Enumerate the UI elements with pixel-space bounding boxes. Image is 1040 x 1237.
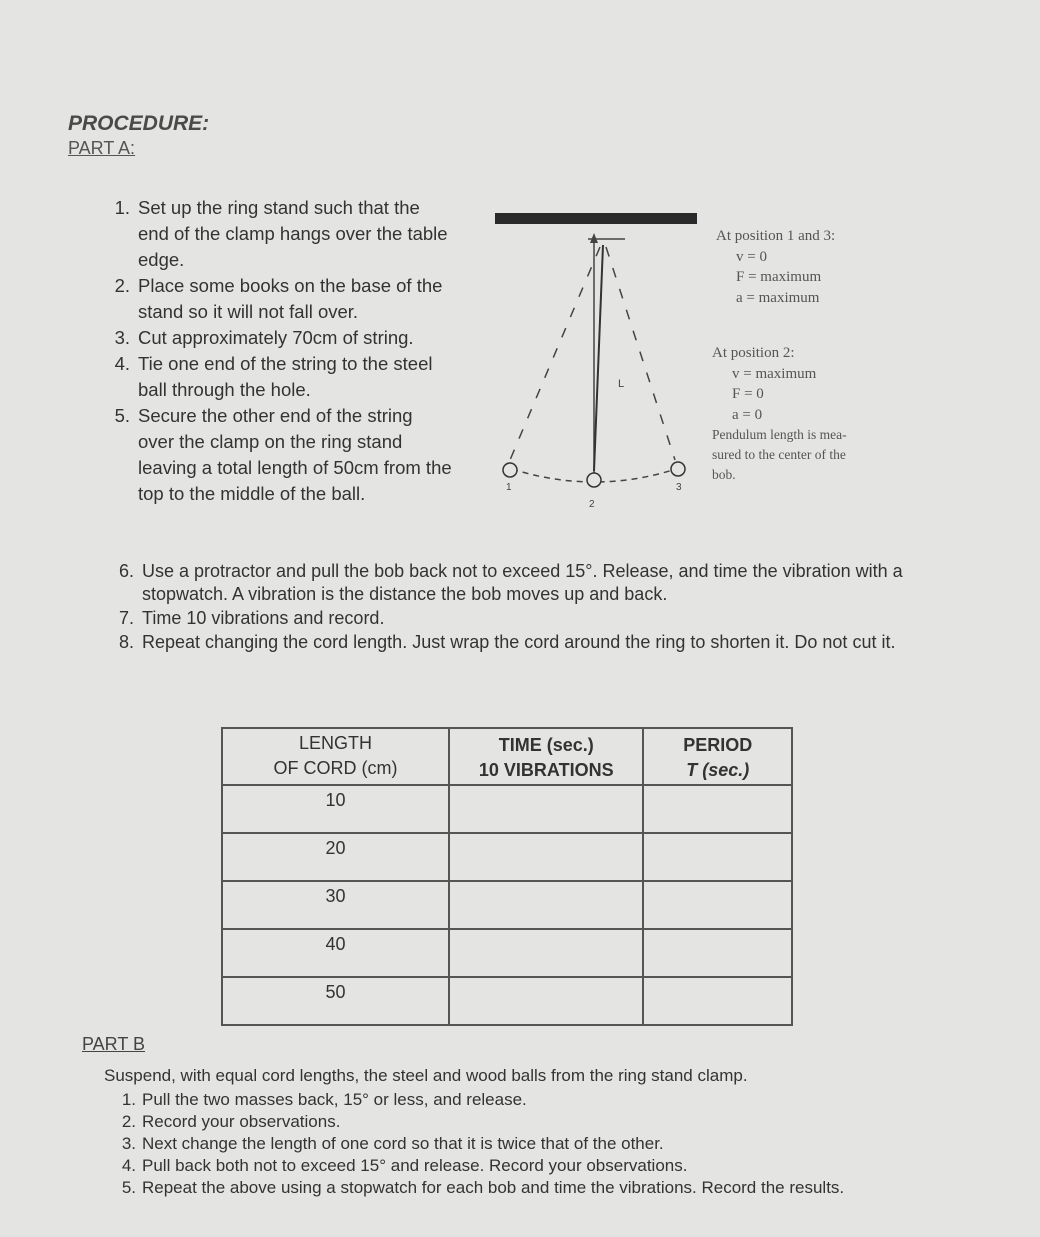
- header-period: PERIOD T (sec.): [643, 728, 792, 785]
- position-label-1: 1: [506, 482, 512, 493]
- table-header-row: [222, 728, 792, 785]
- list-item: 3. Cut approximately 70cm of string.: [114, 327, 414, 348]
- cell-length: 30: [222, 881, 449, 929]
- part-a-steps-bottom: [106, 560, 946, 655]
- cord-left: [510, 247, 600, 460]
- cell-length: 20: [222, 833, 449, 881]
- cord-center: [594, 245, 603, 471]
- header-time: TIME (sec.) 10 VIBRATIONS: [449, 728, 643, 785]
- cell-time[interactable]: [449, 977, 643, 1025]
- part-b-heading: PART B: [82, 1034, 146, 1054]
- list-item: 1. Pull the two masses back, 15° or less, and release.: [121, 1090, 527, 1109]
- bob-right: [671, 462, 685, 476]
- list-item: 3. Next change the length of one cord so that it is twice that of the other.: [121, 1134, 664, 1153]
- list-item: 2. Record your observations.: [121, 1112, 341, 1131]
- table-row: [222, 977, 792, 1025]
- length-arrow-head: [590, 233, 598, 243]
- cell-time[interactable]: [449, 785, 643, 833]
- table-row: [222, 929, 792, 977]
- cell-period[interactable]: [643, 929, 792, 977]
- list-item: 6. Use a protractor and pull the bob back not to exceed 15°. Release, and time the vibration with a stopwatch. A vibration is the distance the bob moves up and back.: [118, 561, 903, 604]
- list-item: 1. Set up the ring stand such that the end of the clamp hangs over the table edge.: [114, 197, 448, 270]
- cell-period[interactable]: [643, 881, 792, 929]
- bob-left: [503, 463, 517, 477]
- cell-length: 50: [222, 977, 449, 1025]
- pendulum-diagram: [490, 205, 705, 515]
- cell-length: 40: [222, 929, 449, 977]
- list-item: 8. Repeat changing the cord length. Just wrap the cord around the ring to shorten it. Do not cut it.: [118, 632, 896, 652]
- cell-time[interactable]: [449, 833, 643, 881]
- cell-period[interactable]: [643, 785, 792, 833]
- header-length: LENGTH OF CORD (cm): [222, 728, 449, 785]
- table-row: [222, 881, 792, 929]
- cord-right: [606, 247, 675, 460]
- table-row: [222, 785, 792, 833]
- table-row: [222, 833, 792, 881]
- clamp-bar: [495, 213, 697, 224]
- list-item: 5. Repeat the above using a stopwatch for each bob and time the vibrations. Record the results.: [121, 1178, 845, 1197]
- note-positions-1-3: At position 1 and 3: v = 0 F = maximum a = maximum: [716, 228, 836, 306]
- cell-period[interactable]: [643, 833, 792, 881]
- data-table: [221, 727, 793, 1026]
- list-item: 7. Time 10 vibrations and record.: [118, 608, 385, 628]
- part-a-heading: PART A:: [68, 138, 136, 158]
- part-a-steps-top: [102, 195, 452, 507]
- cell-length: 10: [222, 785, 449, 833]
- list-item: 5. Secure the other end of the string over the clamp on the ring stand leaving a total length of 50cm from the top to the middle of the ball.: [114, 405, 452, 504]
- list-item: 2. Place some books on the base of the stand so it will not fall over.: [114, 275, 443, 322]
- note-position-2: At position 2: v = maximum F = 0 a = 0 Pendulum length is mea- sured to the center of the bob.: [712, 345, 847, 482]
- list-item: 4. Pull back both not to exceed 15° and release. Record your observations.: [121, 1156, 688, 1175]
- part-b-intro: Suspend, with equal cord lengths, the steel and wood balls from the ring stand clamp.: [104, 1066, 748, 1085]
- length-label: L: [618, 378, 625, 390]
- cell-time[interactable]: [449, 929, 643, 977]
- position-label-2: 2: [589, 499, 595, 510]
- procedure-title: PROCEDURE:: [68, 112, 210, 135]
- cell-time[interactable]: [449, 881, 643, 929]
- position-label-3: 3: [676, 482, 682, 493]
- part-b-steps: [108, 1089, 908, 1199]
- list-item: 4. Tie one end of the string to the steel ball through the hole.: [114, 353, 433, 400]
- bob-center: [587, 473, 601, 487]
- cell-period[interactable]: [643, 977, 792, 1025]
